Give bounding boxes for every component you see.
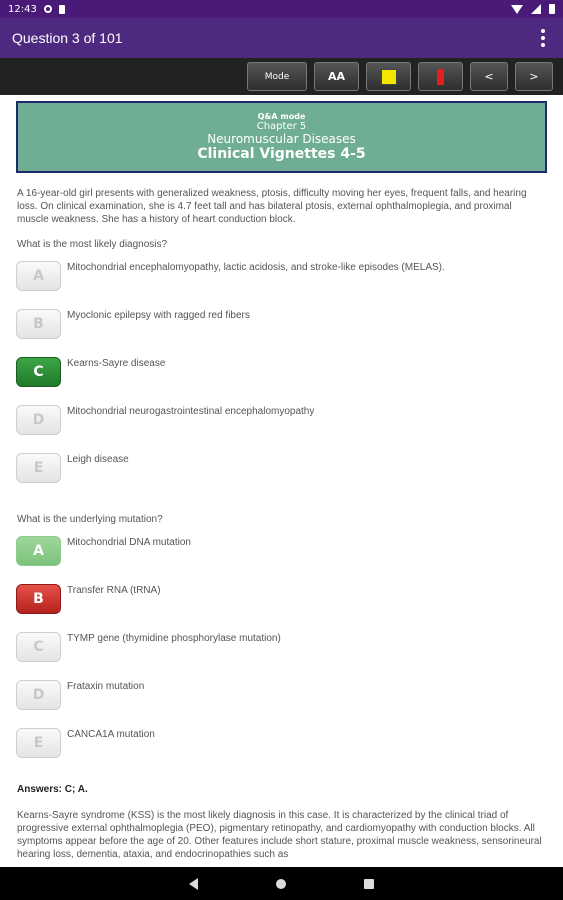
- option-text: Mitochondrial DNA mutation: [67, 537, 191, 548]
- clinical-vignette: A 16-year-old girl presents with generalized weakness, ptosis, difficulty moving her eyes, frequent falls, and hearing loss. On clinical examination, she is 4.7 feet tall and has bilateral ptosis, external ophthalmoplegia, and proximal muscle weakness. She has a history of heart conduction block.: [17, 188, 527, 225]
- status-time: 12:43: [8, 3, 37, 15]
- option-d-button[interactable]: D: [16, 680, 61, 710]
- option-e-button[interactable]: E: [16, 453, 61, 483]
- toolbar: [0, 58, 563, 95]
- question-prompt: What is the most likely diagnosis?: [17, 239, 168, 250]
- gear-icon: [44, 5, 52, 13]
- option-text: Mitochondrial neurogastrointestinal encephalomyopathy: [67, 406, 315, 417]
- option-text: Myoclonic epilepsy with ragged red fibers: [67, 310, 250, 321]
- home-icon[interactable]: [276, 879, 286, 889]
- wifi-icon: [511, 5, 523, 14]
- mode-button[interactable]: Mode: [247, 62, 307, 91]
- option-text: Mitochondrial encephalomyopathy, lactic acidosis, and stroke-like episodes (MELAS).: [67, 262, 445, 273]
- previous-button[interactable]: <: [470, 62, 508, 91]
- flag-icon: [437, 69, 444, 85]
- banner-mode: Q&A mode: [257, 112, 306, 121]
- answer-option: [16, 309, 547, 357]
- banner-topic: Neuromuscular Diseases: [207, 132, 356, 146]
- option-d-button[interactable]: D: [16, 405, 61, 435]
- battery-icon: [549, 4, 555, 14]
- highlight-button[interactable]: [366, 62, 411, 91]
- answer-option: [16, 680, 547, 728]
- option-a-button[interactable]: A: [16, 536, 61, 566]
- answer-option: [16, 728, 547, 776]
- option-b-button[interactable]: B: [16, 309, 61, 339]
- answer-option: [16, 632, 547, 680]
- question-content[interactable]: [0, 95, 563, 867]
- banner-section: Clinical Vignettes 4-5: [197, 146, 366, 162]
- flag-button[interactable]: [418, 62, 463, 91]
- signal-icon: [531, 4, 541, 14]
- answer-option: [16, 405, 547, 453]
- system-nav-bar: [0, 867, 563, 900]
- recent-apps-icon[interactable]: [364, 879, 374, 889]
- answer-option: [16, 584, 547, 632]
- option-c-button[interactable]: C: [16, 357, 61, 387]
- answer-option: [16, 453, 547, 501]
- answers-summary: Answers: C; A.: [17, 784, 88, 795]
- chapter-banner: [16, 101, 547, 173]
- back-icon[interactable]: [189, 878, 198, 890]
- answer-option: [16, 357, 547, 405]
- option-b-button[interactable]: B: [16, 584, 61, 614]
- question-prompt: What is the underlying mutation?: [17, 514, 163, 525]
- highlight-icon: [381, 69, 397, 85]
- option-text: TYMP gene (thymidine phosphorylase mutation): [67, 633, 281, 644]
- answer-option: [16, 536, 547, 584]
- option-c-button[interactable]: C: [16, 632, 61, 662]
- answer-explanation: Kearns-Sayre syndrome (KSS) is the most likely diagnosis in this case. It is characterized by the clinical triad of progressive external ophthalmoplegia (PEO), pigmentary retinopathy, and cardiomyopathy with conduction blocks. All symptoms appear before the age of 20. Other features include short stature, proximal muscle weakness, sensorineural hearing loss, dementia, ataxia, and endocrinopathies such as: [17, 810, 542, 860]
- option-e-button[interactable]: E: [16, 728, 61, 758]
- option-text: Kearns-Sayre disease: [67, 358, 166, 369]
- option-text: Leigh disease: [67, 454, 129, 465]
- option-text: Frataxin mutation: [67, 681, 145, 692]
- banner-chapter: Chapter 5: [256, 121, 307, 132]
- question-counter: Question 3 of 101: [12, 30, 123, 46]
- status-bar: [0, 0, 563, 18]
- sim-card-icon: [59, 5, 65, 14]
- option-text: CANCA1A mutation: [67, 729, 155, 740]
- option-text: Transfer RNA (tRNA): [67, 585, 161, 596]
- font-size-button[interactable]: AA: [314, 62, 359, 91]
- answer-option: [16, 261, 547, 309]
- next-button[interactable]: >: [515, 62, 553, 91]
- option-a-button[interactable]: A: [16, 261, 61, 291]
- overflow-menu-icon[interactable]: [535, 29, 551, 47]
- app-bar: [0, 18, 563, 58]
